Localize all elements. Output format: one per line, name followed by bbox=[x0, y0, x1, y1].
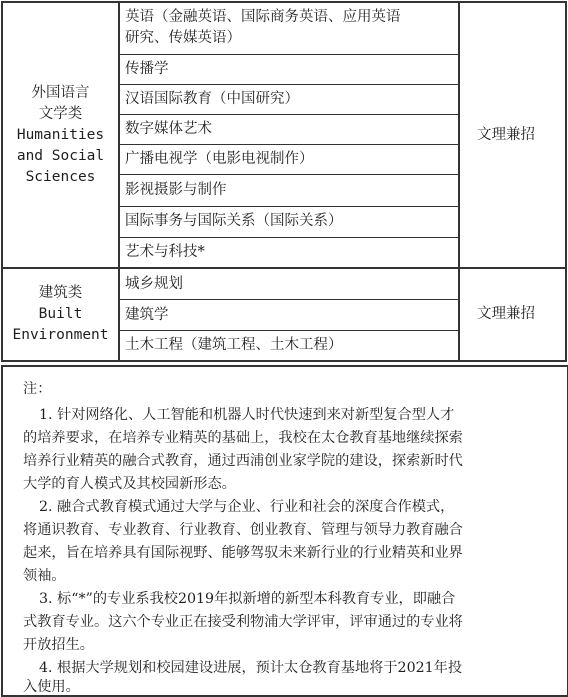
row-divider bbox=[119, 54, 459, 55]
note-line: 2. 融合式教育模式通过大学与企业、行业和社会的深度合作模式， bbox=[39, 499, 455, 515]
row-divider bbox=[119, 330, 459, 331]
note-line: 领袖。 bbox=[23, 568, 66, 584]
major-name: 国际事务与国际关系（国际关系） bbox=[125, 213, 343, 229]
column-divider bbox=[458, 1, 460, 362]
category-name-line: Environment bbox=[12, 327, 109, 343]
admission-type: 文理兼招 bbox=[477, 127, 535, 143]
major-name: 影视摄影与制作 bbox=[125, 182, 227, 198]
row-divider bbox=[119, 114, 459, 115]
note-line: 入使用。 bbox=[23, 679, 80, 695]
major-name: 建筑学 bbox=[125, 307, 169, 323]
category-name-line: and Social bbox=[16, 147, 105, 164]
row-divider bbox=[119, 144, 459, 145]
category-name-line: 建筑类 bbox=[38, 285, 83, 301]
note-line: 起来，旨在培养具有国际视野、能够驾驭未来新行业的行业精英和业界 bbox=[23, 545, 463, 561]
row-divider bbox=[119, 299, 459, 300]
table-right-border bbox=[565, 1, 567, 362]
table-bottom-border bbox=[1, 360, 567, 362]
note-line: 大学的育人模式及其校园新形态。 bbox=[23, 476, 236, 492]
major-name: 土木工程（建筑工程、土木工程） bbox=[125, 337, 343, 353]
row-divider bbox=[119, 174, 459, 175]
notes-title: 注： bbox=[23, 381, 52, 397]
note-line: 式教育专业。这六个专业正在接受利物浦大学评审，评审通过的专业将 bbox=[23, 614, 463, 630]
major-name: 艺术与科技* bbox=[125, 244, 205, 260]
category-name-line: Sciences bbox=[25, 168, 96, 185]
note-line: 1. 针对网络化、人工智能和机器人时代快速到来对新型复合型人才 bbox=[39, 407, 455, 423]
major-name: 数字媒体艺术 bbox=[125, 121, 212, 137]
note-line: 的培养要求，在培养专业精英的基础上，我校在太仓教育基地继续探索 bbox=[23, 430, 463, 446]
row-divider bbox=[119, 84, 459, 85]
category-name-line: Humanities bbox=[16, 126, 105, 143]
row-divider bbox=[119, 237, 459, 238]
major-name: 英语（金融英语、国际商务英语、应用英语 bbox=[125, 9, 401, 25]
category-cell bbox=[3, 269, 118, 360]
category-name-line: 文学类 bbox=[38, 105, 83, 122]
major-name: 汉语国际教育（中国研究） bbox=[125, 91, 299, 107]
row-divider bbox=[119, 206, 459, 207]
admission-type: 文理兼招 bbox=[477, 306, 535, 322]
major-name: 城乡规划 bbox=[125, 276, 183, 292]
category-cell bbox=[3, 3, 118, 267]
category-name-line: Built bbox=[38, 306, 83, 322]
major-name: 研究、传媒英语） bbox=[125, 30, 241, 46]
majors-table bbox=[1, 1, 567, 362]
major-name: 传播学 bbox=[125, 61, 169, 77]
note-line: 3. 标“*”的专业系我校2019年拟新增的新型本科教育专业，即融合 bbox=[39, 591, 456, 607]
column-divider bbox=[118, 1, 120, 362]
note-line: 4. 根据大学规划和校园建设进展，预计太仓教育基地将于2021年投 bbox=[39, 660, 463, 676]
note-line: 将通识教育、专业教育、行业教育、创业教育、管理与领导力教育融合 bbox=[23, 522, 463, 538]
note-line: 培养行业精英的融合式教育，通过西浦创业家学院的建设，探索新时代 bbox=[23, 453, 463, 469]
category-name-line: 外国语言 bbox=[31, 84, 90, 101]
notes-box bbox=[1, 365, 568, 697]
note-line: 开放招生。 bbox=[23, 637, 94, 653]
major-name: 广播电视学（电影电视制作） bbox=[125, 151, 314, 167]
